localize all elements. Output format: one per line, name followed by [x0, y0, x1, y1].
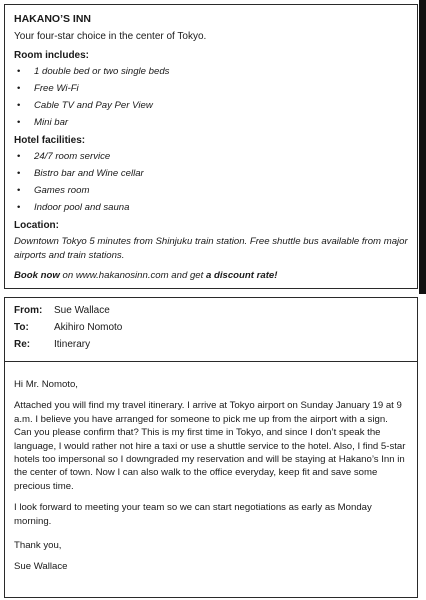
list-item-text: Cable TV and Pay Per View	[34, 100, 153, 111]
room-list	[14, 65, 408, 129]
list-item	[14, 99, 408, 112]
list-item	[14, 167, 408, 180]
list-item-text: Indoor pool and sauna	[34, 202, 130, 213]
list-item-text: Bistro bar and Wine cellar	[34, 168, 144, 179]
to-value: Akihiro Nomoto	[54, 322, 123, 333]
bullet-icon: •	[17, 168, 21, 179]
list-item-text: Mini bar	[34, 117, 69, 128]
list-item	[14, 82, 408, 95]
re-value: Itinerary	[54, 339, 91, 350]
list-item	[14, 184, 408, 197]
discount-text: a discount rate!	[205, 270, 278, 281]
hotel-advertisement	[4, 4, 418, 289]
bullet-icon: •	[17, 117, 21, 128]
re-label: Re:	[14, 339, 31, 350]
from-label: From:	[14, 305, 43, 316]
page-edge-bar	[419, 0, 426, 294]
email-header	[5, 298, 417, 362]
list-item-text: Games room	[34, 185, 90, 196]
email-message	[4, 297, 418, 598]
email-closing: Thank you,	[14, 540, 62, 552]
hotel-tagline: Your four-star choice in the center of Tokyo.	[14, 31, 207, 42]
email-body	[5, 362, 417, 574]
bullet-icon: •	[17, 185, 21, 196]
bullet-icon: •	[17, 100, 21, 111]
room-heading: Room includes:	[14, 50, 90, 61]
list-item	[14, 116, 408, 129]
bullet-icon: •	[17, 151, 21, 162]
book-now-text: Book now	[14, 270, 60, 281]
bullet-icon: •	[17, 202, 21, 213]
list-item	[14, 201, 408, 214]
list-item	[14, 150, 408, 163]
to-row	[14, 321, 408, 334]
re-row	[14, 338, 408, 351]
list-item-text: 1 double bed or two single beds	[34, 66, 170, 77]
location-heading: Location:	[14, 220, 59, 231]
location-text: Downtown Tokyo 5 minutes from Shinjuku train station. Free shuttle bus available from major airports and train stations.	[14, 236, 408, 261]
from-value: Sue Wallace	[54, 305, 110, 316]
list-item	[14, 65, 408, 78]
booking-line	[14, 269, 408, 282]
hotel-name: HAKANO’S INN	[14, 13, 92, 25]
bullet-icon: •	[17, 83, 21, 94]
facilities-heading: Hotel facilities:	[14, 135, 86, 146]
bullet-icon: •	[17, 66, 21, 77]
booking-website-text: on www.hakanosinn.com and get	[59, 270, 206, 281]
list-item-text: Free Wi-Fi	[34, 83, 79, 94]
facilities-list	[14, 150, 408, 214]
email-signature: Sue Wallace	[14, 561, 68, 573]
from-row	[14, 304, 408, 317]
email-greeting: Hi Mr. Nomoto,	[14, 379, 78, 390]
email-paragraph-2: I look forward to meeting your team so we can start negotiations as early as Monday morning.	[14, 502, 372, 527]
to-label: To:	[14, 322, 29, 333]
email-paragraph-1: Attached you will find my travel itinerary. I arrive at Tokyo airport on Sunday January 19 at 9 a.m. I believe you have arranged for someone to pick me up from the airport with a sign. Can you please confirm that? This is my first time in Tokyo, and since I don’t speak the language, I would rather not hire a taxi or use a shuttle service to the hotel. Also, I find 5-star hotels too impersonal so I downgraded my reservation and will be staying at Hakano’s Inn in the center of town. Now I can also walk to the office everyday, keep fit and save some precious time.	[14, 400, 406, 492]
list-item-text: 24/7 room service	[34, 151, 111, 162]
